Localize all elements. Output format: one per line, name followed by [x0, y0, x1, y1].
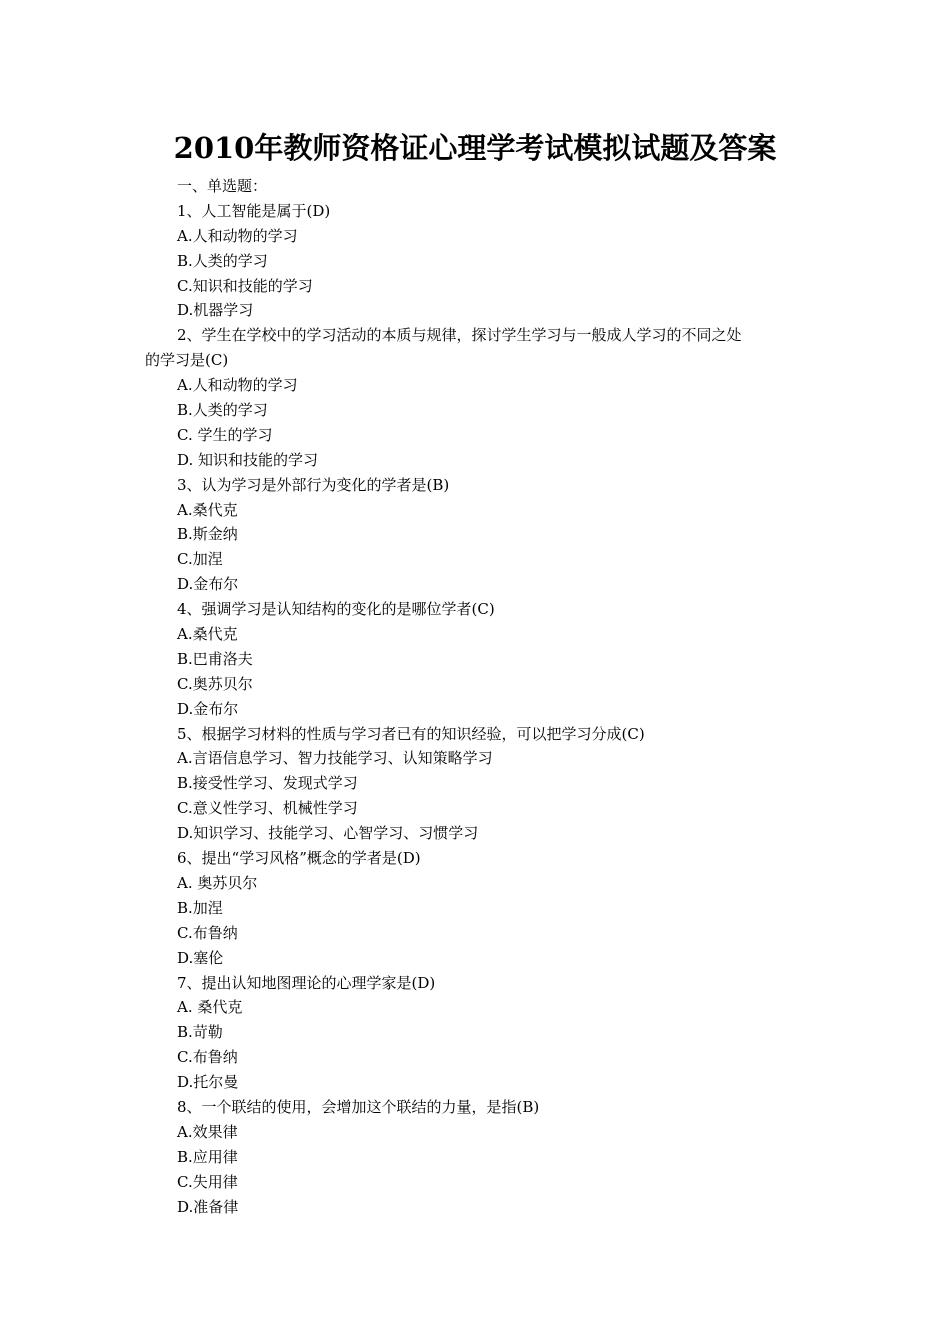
question-3-option-b: B.斯金纳: [177, 525, 238, 544]
question-stem-7: 7、提出认知地图理论的心理学家是(D): [177, 973, 436, 992]
question-4-option-c: C.奥苏贝尔: [177, 674, 253, 693]
question-3-option-d: D.金布尔: [177, 575, 239, 594]
question-8-option-d: D.准备律: [177, 1197, 239, 1216]
question-4-option-a: A.桑代克: [177, 625, 238, 644]
question-stem-3: 3、认为学习是外部行为变化的学者是(B): [177, 475, 450, 494]
question-3-option-a: A.桑代克: [177, 500, 238, 519]
question-6-option-a: A. 奥苏贝尔: [177, 873, 258, 892]
question-6-option-b: B.加涅: [177, 898, 223, 917]
question-1-option-c: C.知识和技能的学习: [177, 276, 313, 295]
question-5-option-c: C.意义性学习、机械性学习: [177, 799, 358, 818]
question-7-option-c: C.布鲁纳: [177, 1048, 238, 1067]
question-2-option-c: C. 学生的学习: [177, 425, 273, 444]
question-stem-4: 4、强调学习是认知结构的变化的是哪位学者(C): [177, 600, 495, 619]
question-7-option-d: D.托尔曼: [177, 1073, 239, 1092]
question-3-option-c: C.加涅: [177, 550, 223, 569]
document-body: [145, 174, 815, 1219]
section-heading: 一、单选题：: [177, 177, 268, 195]
question-5-option-d: D.知识学习、技能学习、心智学习、习惯学习: [177, 824, 479, 843]
question-stem-2: 2、学生在学校中的学习活动的本质与规律，探讨学生学习与一般成人学习的不同之处: [177, 326, 742, 345]
question-5-option-b: B.接受性学习、发现式学习: [177, 774, 358, 793]
question-2-option-a: A.人和动物的学习: [177, 376, 298, 395]
question-1-option-d: D.机器学习: [177, 301, 254, 320]
question-1-option-a: A.人和动物的学习: [177, 226, 298, 245]
question-stem-1: 1、人工智能是属于(D): [177, 201, 331, 220]
question-stem-2-continued: 的学习是(C): [145, 351, 229, 370]
question-8-option-a: A.效果律: [177, 1122, 238, 1141]
question-7-option-a: A. 桑代克: [177, 998, 243, 1017]
question-stem-5: 5、根据学习材料的性质与学习者已有的知识经验，可以把学习分成(C): [177, 724, 645, 743]
question-2-option-b: B.人类的学习: [177, 401, 268, 420]
question-8-option-b: B.应用律: [177, 1147, 238, 1166]
question-8-option-c: C.失用律: [177, 1172, 238, 1191]
question-stem-6: 6、提出“学习风格”概念的学者是(D): [177, 849, 421, 868]
question-7-option-b: B.苛勒: [177, 1023, 223, 1042]
document-title: 2010年教师资格证心理学考试模拟试题及答案: [173, 131, 777, 165]
question-2-option-d: D. 知识和技能的学习: [177, 450, 319, 469]
question-5-option-a: A.言语信息学习、智力技能学习、认知策略学习: [177, 749, 493, 768]
question-1-option-b: B.人类的学习: [177, 251, 268, 270]
question-stem-8: 8、一个联结的使用，会增加这个联结的力量，是指(B): [177, 1097, 540, 1116]
question-6-option-c: C.布鲁纳: [177, 923, 238, 942]
question-4-option-d: D.金布尔: [177, 699, 239, 718]
question-4-option-b: B.巴甫洛夫: [177, 649, 253, 668]
question-6-option-d: D.塞伦: [177, 948, 224, 967]
